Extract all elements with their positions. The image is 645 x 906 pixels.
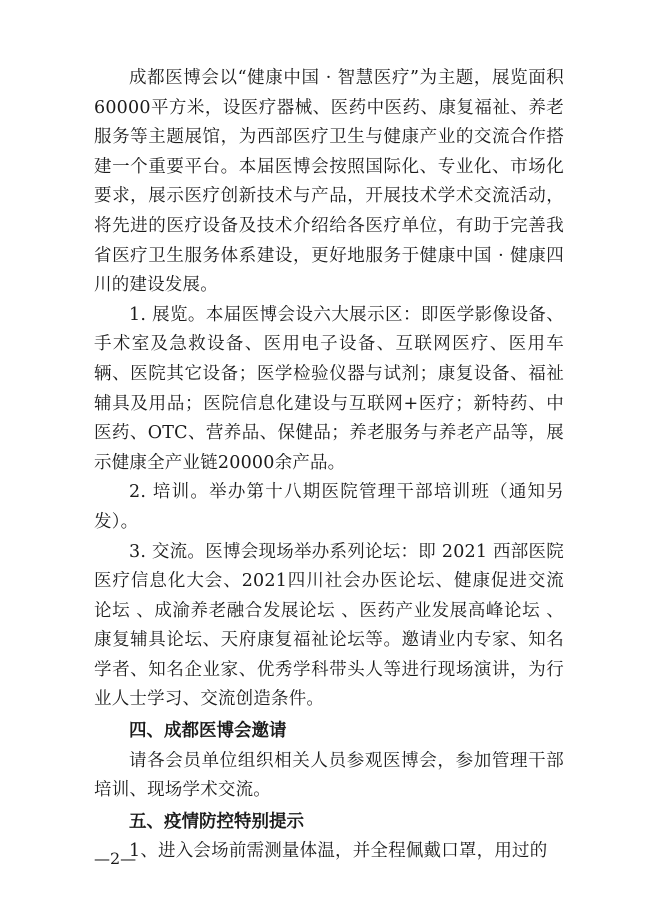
exhibition-paragraph: 1. 展览。本届医博会设六大展示区：即医学影像设备、手术室及急救设备、医用电子设备、互联网医疗、医用车辆、医院其它设备；医学检验仪器与试剂；康复设备、福祉辅具及用品；医院信息化建设与互联网+医疗；新特药、中医药、OTC、营养品、保健品；养老服务与养老产品等，展示健康全产业链20000余产品。 xyxy=(94,304,564,473)
document-body xyxy=(94,64,564,867)
training-paragraph: 2. 培训。举办第十八期医院管理干部培训班（通知另发）。 xyxy=(94,482,564,532)
epidemic-prevention-paragraph: 1、进入会场前需测量体温，并全程佩戴口罩，用过的 xyxy=(129,841,548,862)
section-heading-invitation: 四、成都医博会邀请 xyxy=(129,721,287,742)
page-number: —2— xyxy=(94,849,137,868)
exchange-paragraph: 3. 交流。医博会现场举办系列论坛：即 2021 西部医院医疗信息化大会、2021四川社会办医论坛、健康促进交流论坛 、成渝养老融合发展论坛 、医药产业发展高峰论坛 、康复辅具论坛、天府康复福祉论坛等。邀请业内专家、知名学者、知名企业家、优秀学科带头人等进行现场演讲，为行业人士学习、交流创造条件。 xyxy=(94,541,564,710)
intro-paragraph: 成都医博会以“健康中国 · 智慧医疗”为主题，展览面积60000平方米，设医疗器械、医药中医药、康复福祉、养老服务等主题展馆，为西部医疗卫生与健康产业的交流合作搭建一个重要平台。本届医博会按照国际化、专业化、市场化要求，展示医疗创新技术与产品，开展技术学术交流活动，将先进的医疗设备及技术介绍给各医疗单位，有助于完善我省医疗卫生服务体系建设，更好地服务于健康中国 · 健康四川的建设发展。 xyxy=(94,68,564,296)
invitation-paragraph: 请各会员单位组织相关人员参观医博会，参加管理干部培训、现场学术交流。 xyxy=(94,750,564,801)
section-heading-epidemic-prevention: 五、疫情防控特别提示 xyxy=(129,811,304,832)
